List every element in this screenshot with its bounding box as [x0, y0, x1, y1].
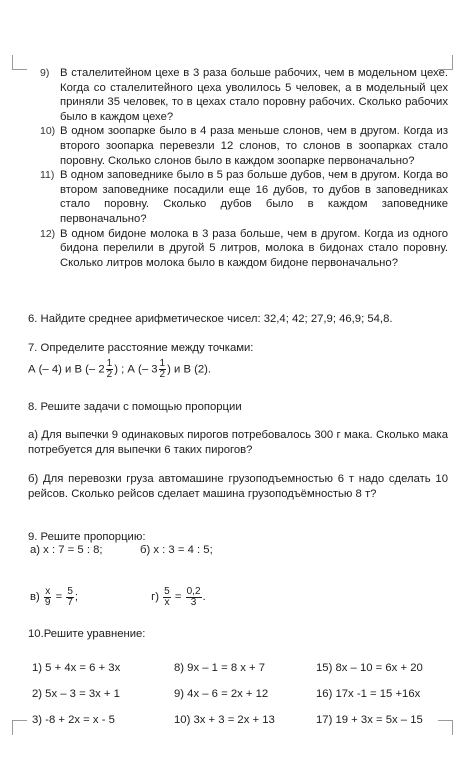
fraction-one-half: $\frac{1}{2}$ [159, 358, 166, 380]
problem-12 [40, 227, 448, 271]
task-8b: б) Для перевозки груза автомашине грузоподъемностью 6 т надо сделать 10 рейсов. Сколько рейсов сделает машина грузоподъёмностью 8 т? [28, 473, 448, 500]
crop-mark-bottom-left [12, 720, 27, 735]
task-7-points [28, 359, 448, 380]
problem-text: В одном зоопарке было в 4 раза меньше слонов, чем в другом. Когда из второго зоопарка перевезли 12 слонов, то слонов в зоопарках стало поровну. Сколько слонов было в каждом зоопарке первоначально? [60, 125, 448, 167]
task-6: 6. Найдите среднее арифметическое чисел: 32,4; 42; 27,9; 46,9; 54,8. [28, 313, 393, 325]
point-pair-a: А (– 4) и В (– 2 [28, 363, 105, 376]
problem-text: В одном заповеднике было в 5 раз больше дубов, чем в другом. Когда во втором заповеднике посадили еще 16 дубов, то дубов в заповедниках стало поровну. Сколько дубов было в каждом заповеднике первоначально? [60, 169, 448, 225]
task-9-heading: 9. Решите пропорцию: [28, 531, 146, 543]
equation: 2) 5x – 3 = 3x + 1 [32, 688, 120, 700]
equations-grid [32, 655, 452, 733]
equation: 16) 17x -1 = 15 +16x [316, 688, 421, 700]
problem-number: 12) [40, 227, 56, 240]
task-9b: б) x : 3 = 4 : 5; [140, 544, 213, 556]
task-7 [28, 341, 448, 380]
task-9-row-1 [30, 543, 450, 558]
problem-10 [40, 124, 448, 168]
equation: 1) 5 + 4x = 6 + 3x [32, 662, 121, 674]
equation: 15) 8x – 10 = 6x + 20 [316, 662, 423, 674]
task-9g: г) $\frac{5}{x}$ = $\frac{0,2}{3}$ . [151, 585, 206, 608]
task-9a: а) x : 7 = 5 : 8; [30, 544, 103, 556]
equation: 17) 19 + 3x = 5x – 15 [316, 714, 423, 726]
word-problems-list [40, 66, 448, 270]
problem-11 [40, 168, 448, 226]
task-9v: в) $\frac{x}{9}$ = $\frac{5}{7}$ ; [30, 585, 79, 608]
problem-9 [40, 66, 448, 124]
point-pair-c: ) и В (2). [167, 363, 212, 376]
task-8-heading: 8. Решите задачи с помощью пропорции [28, 401, 242, 413]
problem-text: В сталелитейном цехе в 3 раза больше рабочих, чем в модельном цехе. Когда со сталелитейного цеха уволилось 5 человек, а в модельный цех приняли 35 человек, то в цехах стало поровну рабочих. Сколько рабочих было в каждом цехе? [60, 67, 448, 123]
task-10-heading: 10.Решите уравнение: [28, 628, 146, 640]
task-8a: а) Для выпечки 9 одинаковых пирогов потребовалось 300 г мака. Сколько мака потребуется для выпечки 6 таких пирогов? [28, 429, 448, 456]
crop-mark-top-left [12, 55, 27, 70]
problem-text: В одном бидоне молока в 3 раза больше, чем в другом. Когда из одного бидона перелили в другой 5 литров, молока в бидонах стало поровну. Сколько литров молока было в каждом бидоне первоначально? [60, 227, 448, 269]
equation: 10) 3x + 3 = 2x + 13 [174, 714, 275, 726]
problem-number: 11) [40, 169, 55, 182]
equation: 3) -8 + 2x = x - 5 [32, 714, 115, 726]
point-pair-b: ) ; А (– 3 [114, 363, 158, 376]
problem-number: 10) [40, 125, 56, 138]
problem-number: 9) [40, 67, 50, 79]
equation: 9) 4x – 6 = 2x + 12 [174, 688, 269, 700]
fraction-one-half: $\frac{1}{2}$ [106, 358, 113, 380]
equation-row [32, 655, 452, 681]
task-9-row-2 [30, 582, 450, 612]
equation: 8) 9x – 1 = 8 x + 7 [174, 662, 266, 674]
equation-row [32, 707, 452, 733]
equation-row [32, 681, 452, 707]
task-7-heading: 7. Определите расстояние между точками: [28, 342, 254, 354]
